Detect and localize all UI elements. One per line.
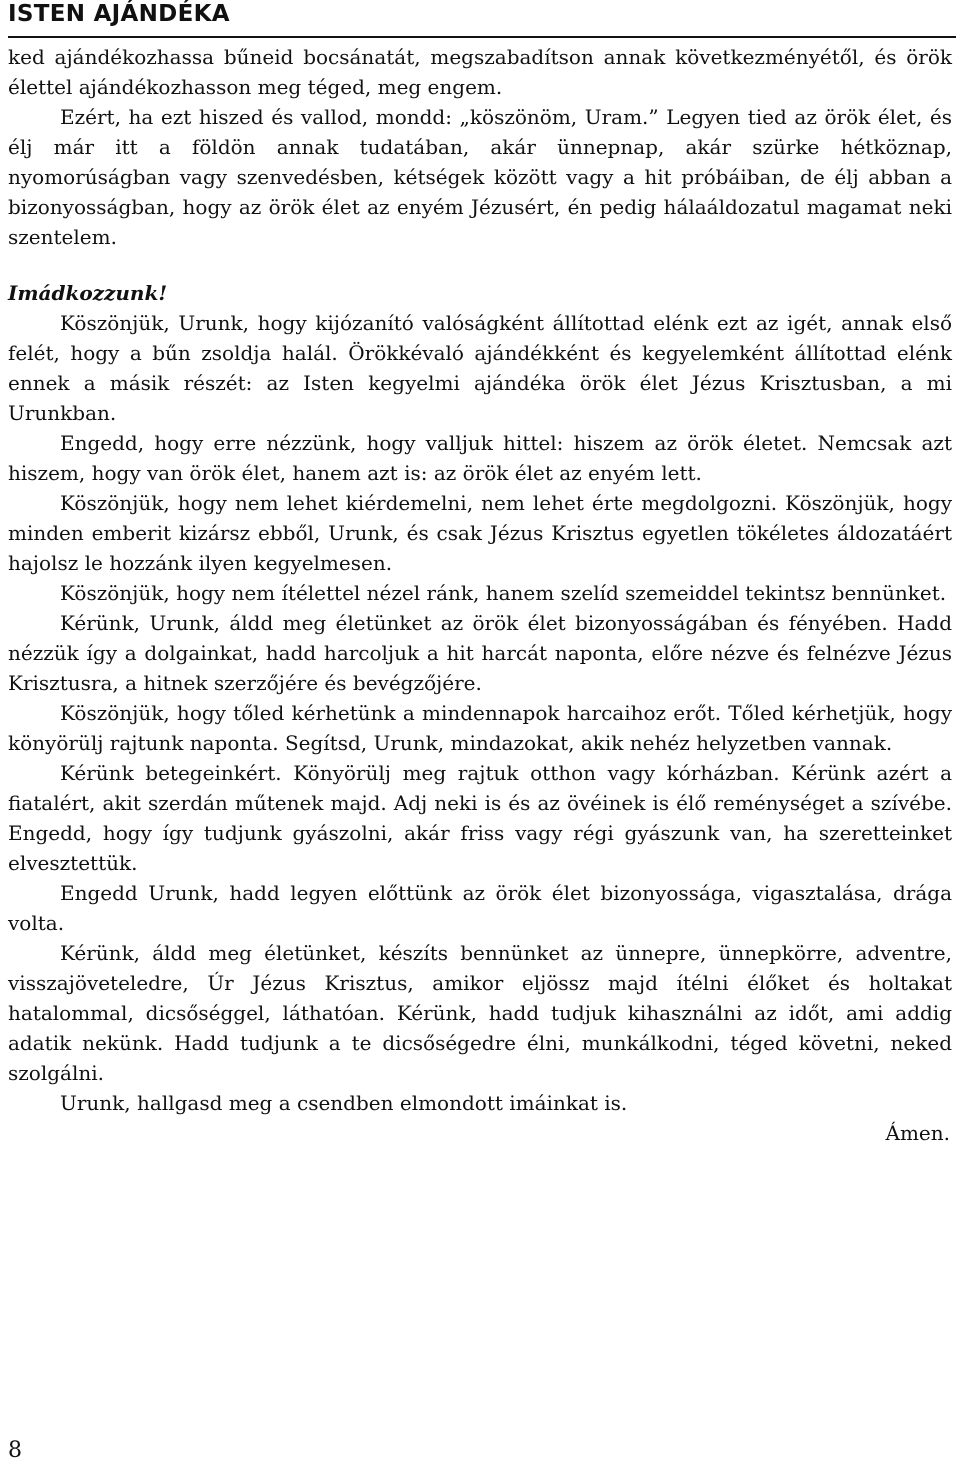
page-body xyxy=(8,42,952,1148)
header-title: ISTEN AJÁNDÉKA xyxy=(8,1,230,27)
paragraph-continuation: ked ajándékozhassa bűneid bocsánatát, megszabadítson annak következményétől, és örök élettel ajándékozhasson meg téged, meg engem. xyxy=(8,45,952,99)
prayer-heading: Imádkozzunk! xyxy=(8,281,168,305)
prayer-paragraph: Kérünk, áldd meg életünket, készíts bennünket az ünnepre, ünnepkörre, adventre, visszajöveteledre, Úr Jézus Krisztus, amikor eljössz majd ítélni élőket és holtakat hatalommal, dicsőséggel, láthatóan. Kérünk, hadd tudjuk kihasználni az időt, ami addig adatik nekünk. Hadd tudjunk a te dicsőségedre élni, munkálkodni, téged követni, neked szolgálni. xyxy=(8,941,952,1085)
closing-amen: Ámen. xyxy=(885,1121,950,1145)
prayer-paragraph: Köszönjük, hogy nem lehet kiérdemelni, nem lehet érte megdolgozni. Köszönjük, hogy minden emberit kizársz ebből, Urunk, és csak Jézus Krisztus egyetlen tökéletes áldozatáért hajolsz le hozzánk ilyen kegyelmesen. xyxy=(8,491,952,575)
prayer-paragraph: Köszönjük, hogy tőled kérhetünk a mindennapok harcaihoz erőt. Tőled kérhetjük, hogy könyörülj rajtunk naponta. Segítsd, Urunk, mindazokat, akik nehéz helyzetben vannak. xyxy=(8,701,952,755)
running-header xyxy=(8,0,956,38)
prayer-paragraph: Kérünk, Urunk, áldd meg életünket az örök élet bizonyosságában és fényében. Hadd nézzük így a dolgainkat, hadd harcoljuk a hit harcát naponta, előre nézve és felnézve Jézus Krisztusra, a hitnek szerzőjére és bevégzőjére. xyxy=(8,611,952,695)
prayer-paragraph: Köszönjük, hogy nem ítélettel nézel ránk, hanem szelíd szemeiddel tekintsz bennünket. xyxy=(60,581,947,605)
page-number: 8 xyxy=(8,1438,22,1463)
prayer-paragraph: Engedd, hogy erre nézzünk, hogy valljuk hittel: hiszem az örök életet. Nemcsak azt hiszem, hogy van örök élet, hanem azt is: az örök élet az enyém lett. xyxy=(8,431,952,485)
paragraph: Ezért, ha ezt hiszed és vallod, mondd: „köszönöm, Uram.” Legyen tied az örök élet, és élj már itt a földön annak tudatában, akár ünnepnap, akár szürke hétköznap, nyomorúságban vagy szenvedésben, kétségek között vagy a hit próbáiban, de élj abban a bizonyosságban, hogy az örök élet az enyém Jézusért, én pedig hálaáldozatul magamat neki szentelem. xyxy=(8,105,952,249)
prayer-paragraph: Köszönjük, Urunk, hogy kijózanító valóságként állítottad elénk ezt az igét, annak első felét, hogy a bűn zsoldja halál. Örökkévaló ajándékként és kegyelemként állítottad elénk ennek a másik részét: az Isten kegyelmi ajándéka örök élet Jézus Krisztusban, a mi Urunkban. xyxy=(8,311,952,425)
prayer-paragraph: Urunk, hallgasd meg a csendben elmondott imáinkat is. xyxy=(60,1091,628,1115)
prayer-paragraph: Engedd Urunk, hadd legyen előttünk az örök élet bizonyossága, vigasztalása, drága volta. xyxy=(8,881,952,935)
prayer-paragraph: Kérünk betegeinkért. Könyörülj meg rajtuk otthon vagy kórházban. Kérünk azért a fiatalért, akit szerdán műtenek majd. Adj neki is és az övéinek is élő reménységet a szívébe. Engedd, hogy így tudjunk gyászolni, akár friss vagy régi gyászunk van, ha szeretteinket elvesztettük. xyxy=(8,761,952,875)
